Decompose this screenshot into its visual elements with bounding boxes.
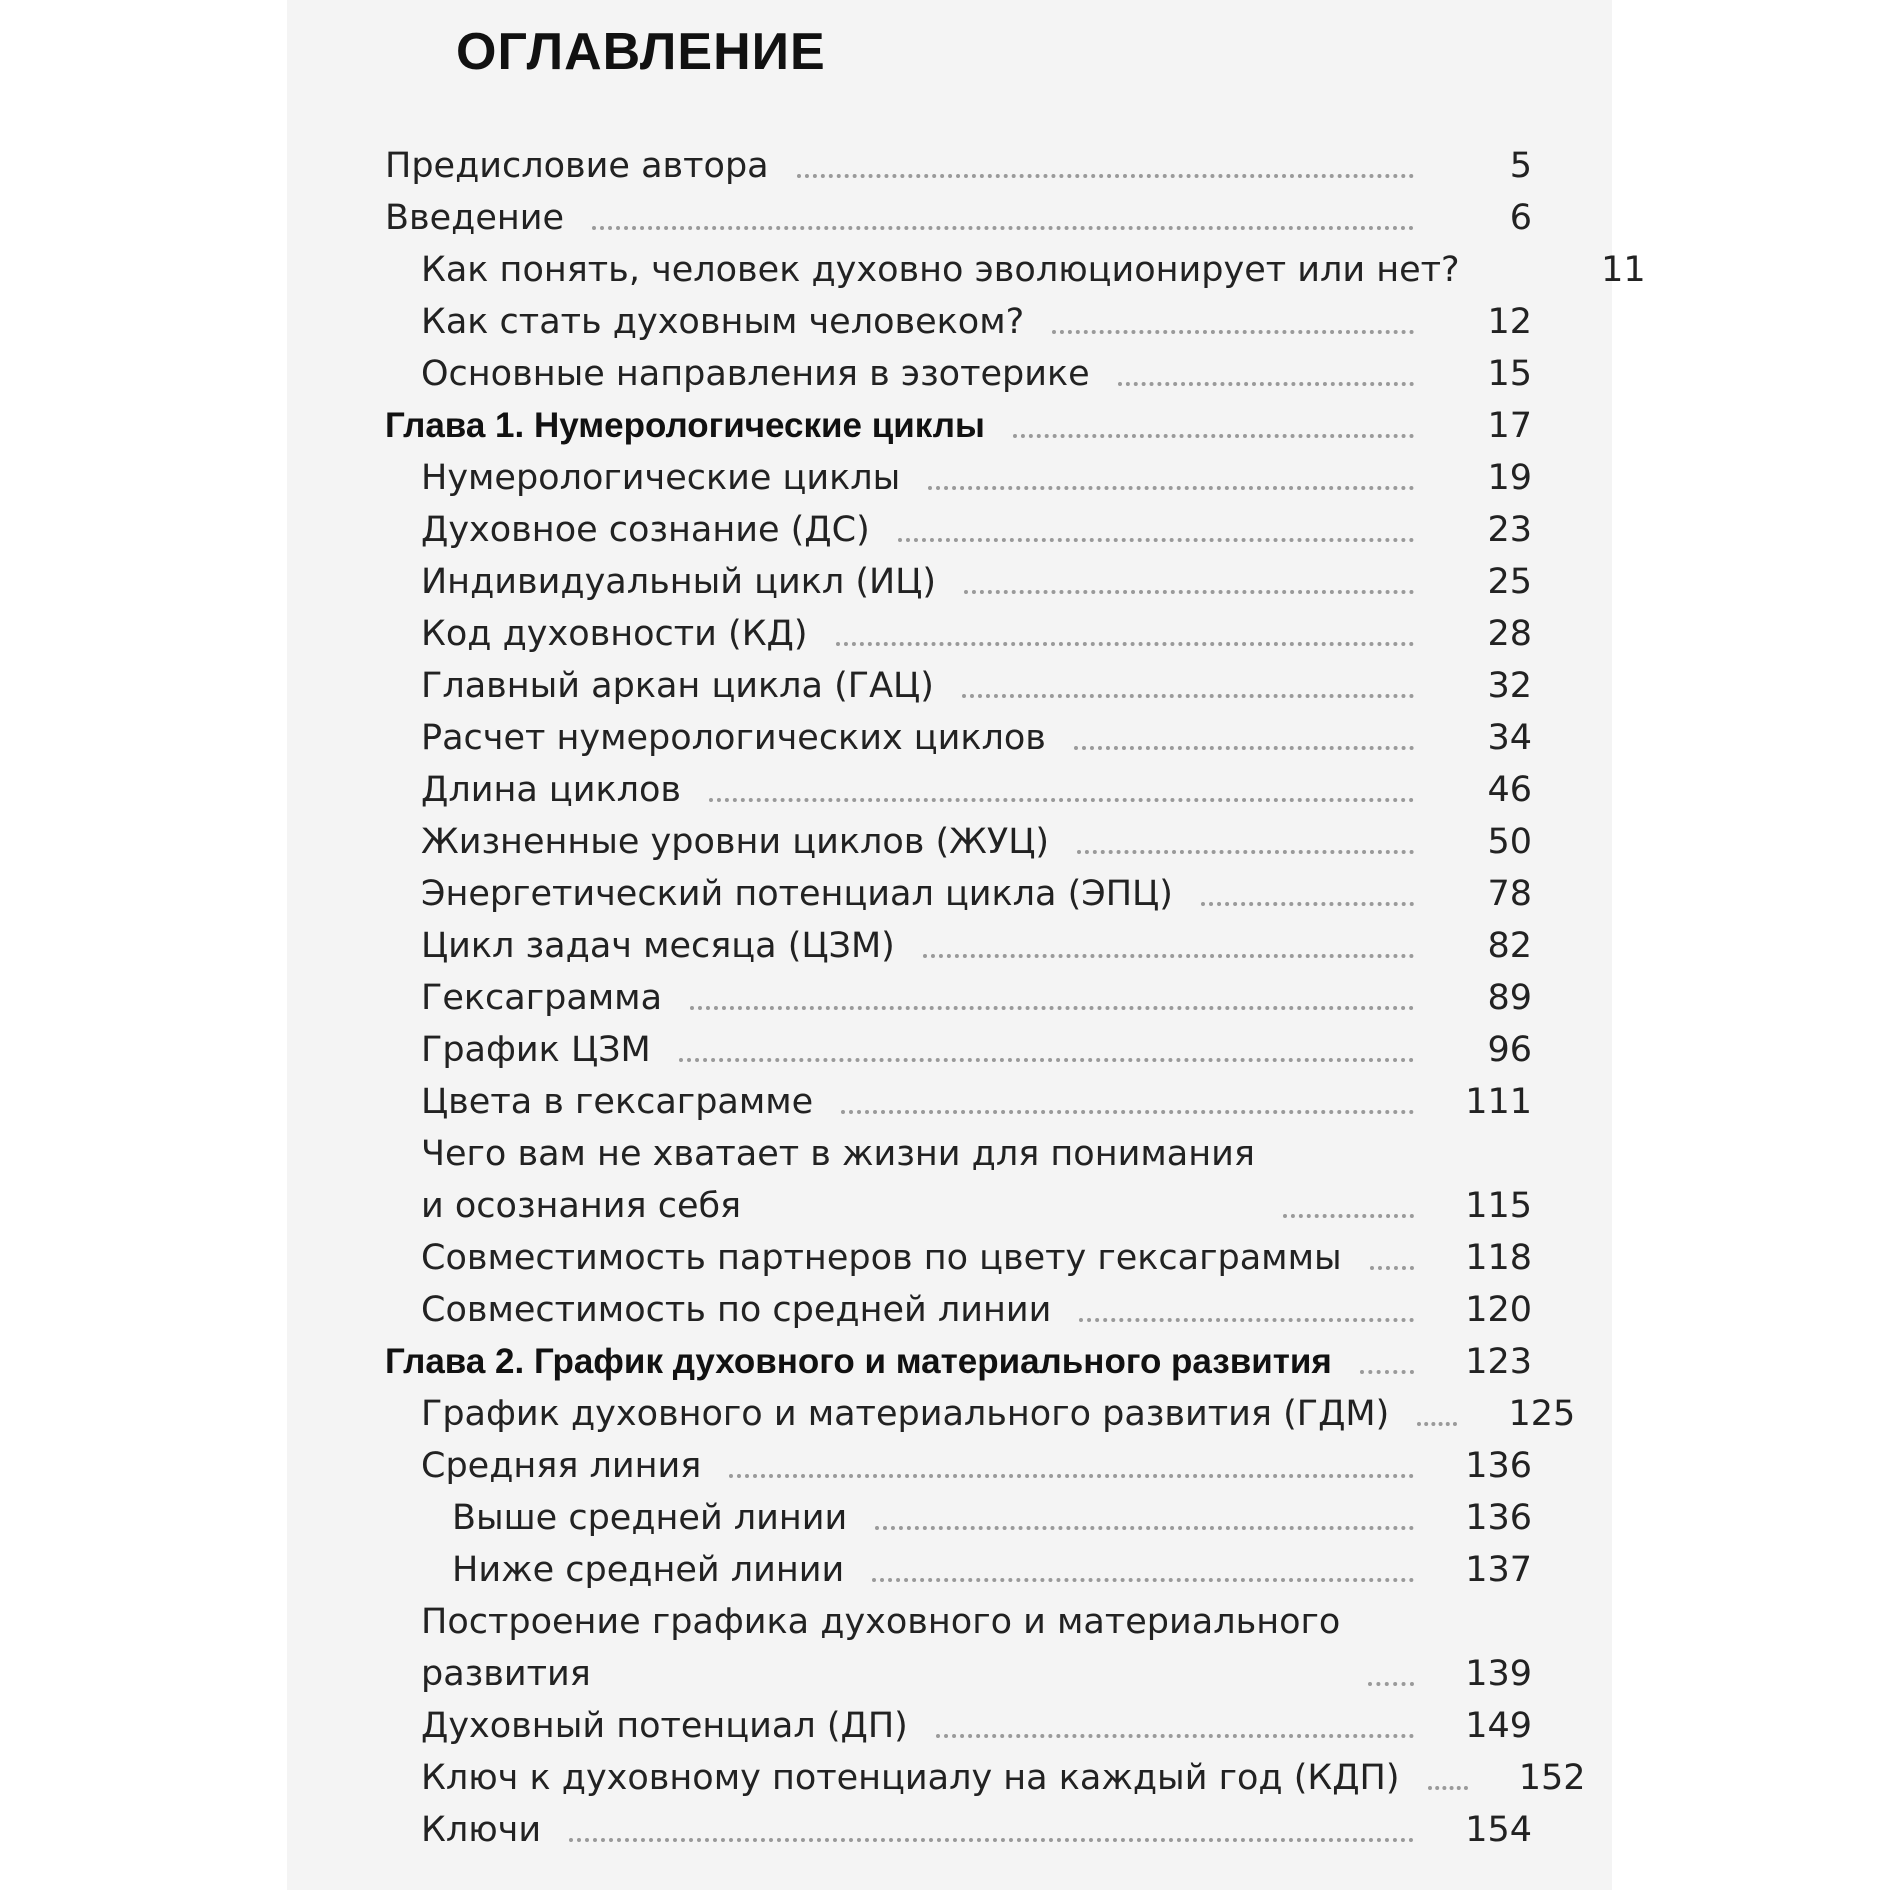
toc-entry-title-line: Чего вам не хватает в жизни для понимания <box>421 1134 1255 1174</box>
toc-entry-page: 149 <box>1465 1706 1532 1746</box>
toc-entry <box>287 348 1612 400</box>
toc-entry-page: 6 <box>1509 198 1532 238</box>
toc-entry-page: 139 <box>1465 1654 1532 1694</box>
toc-entry <box>287 1128 1612 1232</box>
dot-leader <box>1074 746 1414 750</box>
toc-entry <box>287 764 1612 816</box>
toc-entry <box>287 504 1612 556</box>
dot-leader <box>841 1110 1414 1114</box>
toc-entry-title: Индивидуальный цикл (ИЦ) <box>421 562 937 602</box>
toc-entry-title: Расчет нумерологических циклов <box>421 718 1046 758</box>
toc-entry-title: Ключи <box>421 1810 542 1850</box>
table-of-contents <box>287 140 1646 1856</box>
toc-entry-title-line: и осознания себя <box>421 1186 742 1226</box>
toc-entry-page: 19 <box>1487 458 1532 498</box>
toc-entry-title: Введение <box>385 198 565 238</box>
toc-chapter-title: Глава 1. Нумерологические циклы <box>385 406 985 445</box>
toc-entry <box>287 1700 1612 1752</box>
dot-leader <box>836 642 1414 646</box>
toc-entry-title: Духовный потенциал (ДП) <box>421 1706 908 1746</box>
dot-leader <box>1052 330 1414 334</box>
toc-entry <box>287 1232 1612 1284</box>
dot-leader <box>679 1058 1414 1062</box>
toc-entry-page: 17 <box>1487 406 1532 446</box>
dot-leader <box>1360 1370 1414 1374</box>
dot-leader <box>923 954 1414 958</box>
toc-entry-title: Цвета в гексаграмме <box>421 1082 814 1122</box>
toc-entry-page: 78 <box>1487 874 1532 914</box>
toc-entry-title: Код духовности (КД) <box>421 614 808 654</box>
toc-entry-preface <box>287 140 1612 192</box>
toc-entry-title: Как стать духовным человеком? <box>421 302 1025 342</box>
toc-entry-title: Совместимость по средней линии <box>421 1290 1052 1330</box>
dot-leader <box>1428 1786 1468 1790</box>
toc-entry-title: Предисловие автора <box>385 146 769 186</box>
toc-entry-title: Ключ к духовному потенциалу на каждый год (КДП) <box>421 1758 1400 1798</box>
dot-leader <box>1118 382 1414 386</box>
toc-chapter-1 <box>287 400 1612 452</box>
dot-leader <box>872 1578 1414 1582</box>
toc-entry-title: График духовного и материального развития (ГДМ) <box>421 1394 1390 1434</box>
toc-entry-page: 28 <box>1487 614 1532 654</box>
toc-entry-page: 50 <box>1487 822 1532 862</box>
toc-entry-title: Энергетический потенциал цикла (ЭПЦ) <box>421 874 1173 914</box>
toc-entry-title: Жизненные уровни циклов (ЖУЦ) <box>421 822 1050 862</box>
dot-leader <box>1370 1266 1414 1270</box>
dot-leader <box>962 694 1414 698</box>
toc-entry <box>287 868 1612 920</box>
toc-entry <box>287 244 1646 296</box>
toc-entry-page: 11 <box>1601 250 1646 290</box>
dot-leader <box>875 1526 1414 1530</box>
toc-entry-page: 115 <box>1465 1186 1532 1226</box>
toc-entry-page: 34 <box>1487 718 1532 758</box>
toc-entry-page: 23 <box>1487 510 1532 550</box>
toc-entry <box>287 920 1612 972</box>
toc-entry-title: Длина циклов <box>421 770 682 810</box>
book-page <box>287 0 1646 1890</box>
dot-leader <box>709 798 1414 802</box>
toc-entry-title: Цикл задач месяца (ЦЗМ) <box>421 926 895 966</box>
dot-leader <box>964 590 1414 594</box>
toc-entry-title: Основные направления в эзотерике <box>421 354 1090 394</box>
toc-entry-title: Как понять, человек духовно эволюционирует или нет? <box>421 250 1460 290</box>
dot-leader <box>729 1474 1414 1478</box>
toc-entry <box>287 660 1612 712</box>
toc-entry-title: Нумерологические циклы <box>421 458 901 498</box>
toc-entry-page: 123 <box>1465 1342 1532 1382</box>
toc-entry-page: 25 <box>1487 562 1532 602</box>
dot-leader <box>1201 902 1414 906</box>
toc-entry <box>287 296 1612 348</box>
toc-chapter-2 <box>287 1336 1612 1388</box>
toc-entry-title-line: Построение графика духовного и материального <box>421 1602 1341 1642</box>
dot-leader <box>1368 1682 1414 1686</box>
toc-entry <box>287 1804 1612 1856</box>
toc-entry-title: График ЦЗМ <box>421 1030 651 1070</box>
page-title: ОГЛАВЛЕНИЕ <box>456 23 826 81</box>
toc-entry-page: 136 <box>1465 1498 1532 1538</box>
toc-entry <box>287 556 1612 608</box>
toc-entry-title: Главный аркан цикла (ГАЦ) <box>421 666 934 706</box>
toc-entry <box>287 712 1612 764</box>
dot-leader <box>1417 1422 1457 1426</box>
toc-entry-page: 32 <box>1487 666 1532 706</box>
toc-entry-page: 5 <box>1509 146 1532 186</box>
dot-leader <box>936 1734 1414 1738</box>
toc-entry-page: 137 <box>1465 1550 1532 1590</box>
toc-entry-page: 46 <box>1487 770 1532 810</box>
toc-entry <box>287 1284 1612 1336</box>
toc-entry-page: 111 <box>1465 1082 1532 1122</box>
dot-leader <box>1283 1214 1414 1218</box>
toc-entry-page: 118 <box>1465 1238 1532 1278</box>
toc-entry <box>287 608 1612 660</box>
dot-leader <box>1077 850 1414 854</box>
toc-entry <box>287 452 1612 504</box>
toc-entry <box>287 1388 1612 1440</box>
toc-chapter-title: Глава 2. График духовного и материального развития <box>385 1342 1332 1381</box>
toc-entry-page: 120 <box>1465 1290 1532 1330</box>
toc-entry-page: 89 <box>1487 978 1532 1018</box>
toc-entry <box>287 1024 1612 1076</box>
toc-entry-title: Духовное сознание (ДС) <box>421 510 870 550</box>
toc-entry-page: 136 <box>1465 1446 1532 1486</box>
dot-leader <box>797 174 1414 178</box>
toc-entry <box>287 1752 1612 1804</box>
toc-entry-title: Совместимость партнеров по цвету гексаграммы <box>421 1238 1342 1278</box>
toc-entry-page: 152 <box>1518 1758 1586 1798</box>
toc-entry-title: Выше средней линии <box>452 1498 848 1538</box>
dot-leader <box>928 486 1414 490</box>
toc-entry <box>287 1492 1612 1544</box>
dot-leader <box>592 226 1414 230</box>
dot-leader <box>569 1838 1414 1842</box>
toc-entry-page: 82 <box>1487 926 1532 966</box>
dot-leader <box>1013 434 1414 438</box>
toc-entry-title-line: развития <box>421 1654 591 1694</box>
toc-entry-title <box>421 1596 1340 1700</box>
dot-leader <box>690 1006 1414 1010</box>
toc-entry-introduction <box>287 192 1612 244</box>
toc-entry <box>287 972 1612 1024</box>
toc-entry-title: Средняя линия <box>421 1446 702 1486</box>
dot-leader <box>1079 1318 1414 1322</box>
dot-leader <box>898 538 1414 542</box>
toc-entry-title: Ниже средней линии <box>452 1550 845 1590</box>
toc-entry <box>287 1544 1612 1596</box>
toc-entry <box>287 1076 1612 1128</box>
toc-entry-page: 154 <box>1465 1810 1532 1850</box>
toc-entry-page: 96 <box>1487 1030 1532 1070</box>
toc-entry-page: 125 <box>1508 1394 1576 1434</box>
toc-entry-title: Гексаграмма <box>421 978 663 1018</box>
toc-entry <box>287 816 1612 868</box>
toc-entry-page: 12 <box>1487 302 1532 342</box>
toc-entry-page: 15 <box>1487 354 1532 394</box>
toc-entry <box>287 1596 1612 1700</box>
toc-entry-title <box>421 1128 1255 1232</box>
toc-entry <box>287 1440 1612 1492</box>
